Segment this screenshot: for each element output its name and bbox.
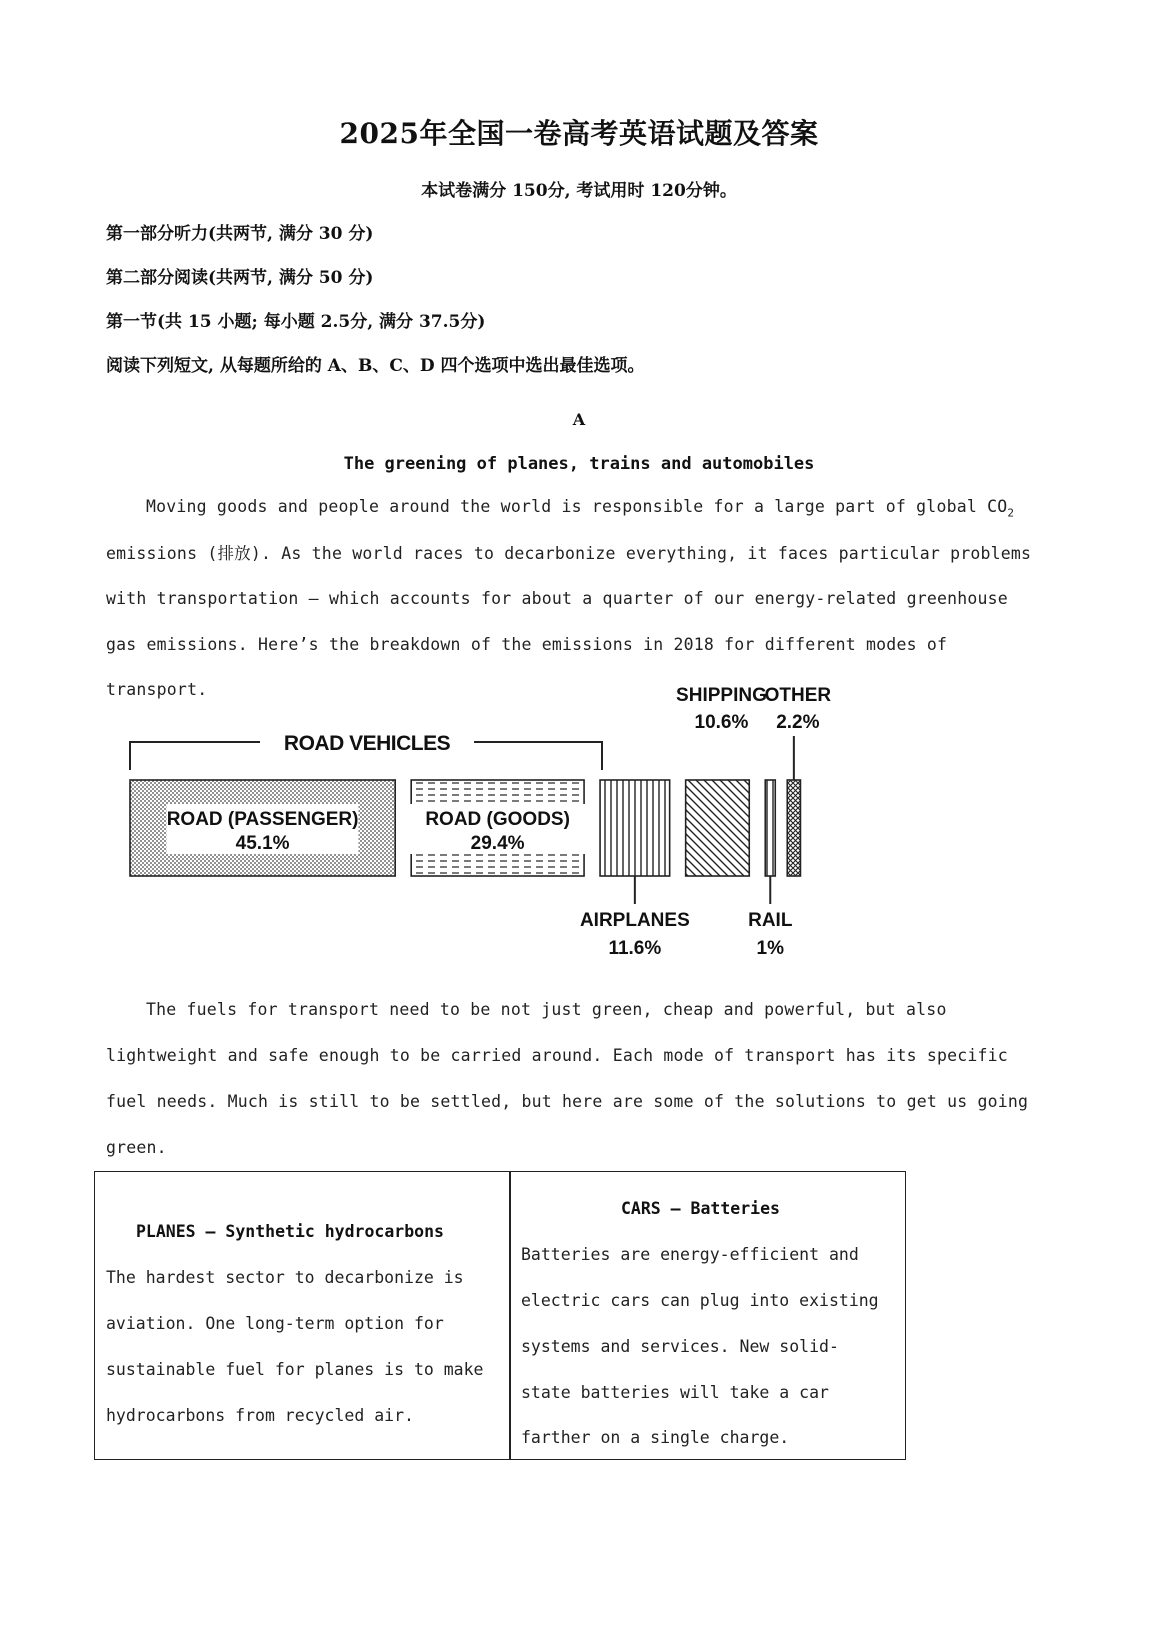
planes-line-2: aviation. One long-term option for xyxy=(106,1314,444,1333)
bar-label-3: SHIPPING xyxy=(676,685,767,706)
paragraph-2-line-1: The fuels for transport need to be not just green, cheap and powerful, but also xyxy=(146,1000,947,1019)
bar-rail xyxy=(765,780,775,876)
bracket-left xyxy=(130,742,260,770)
bar-airplanes xyxy=(600,780,670,876)
paragraph-1-line-1: Moving goods and people around the world is responsible for a large part of global $CO_2$ xyxy=(146,497,1015,520)
bar-other xyxy=(787,780,800,876)
planes-line-3: sustainable fuel for planes is to make xyxy=(106,1360,484,1379)
part-two-heading: 第二部分阅读(共两节, 满分 50 分) xyxy=(106,268,374,288)
road-vehicles-label: ROAD VEHICLES xyxy=(283,732,451,755)
bar-label-1: ROAD (GOODS) xyxy=(425,809,570,830)
bar-label-4: RAIL xyxy=(748,910,793,931)
cars-line-4: state batteries will take a car xyxy=(521,1383,829,1402)
section-one-heading: 第一节(共 15 小题; 每小题 2.5分, 满分 37.5分) xyxy=(106,312,486,332)
paragraph-1-line-3: with transportation — which accounts for about a quarter of our energy-related greenhouse xyxy=(106,589,1008,608)
planes-heading: PLANES — Synthetic hydrocarbons xyxy=(136,1222,444,1241)
cars-line-3: systems and services. New solid- xyxy=(521,1337,839,1356)
table-divider xyxy=(509,1171,511,1460)
reading-instruction: 阅读下列短文, 从每题所给的 A、B、C、D 四个选项中选出最佳选项。 xyxy=(106,356,645,376)
bar-label-5: OTHER xyxy=(764,685,832,706)
page-title: 2025年全国一卷高考英语试题及答案 xyxy=(339,117,819,150)
bar-value-1: 29.4% xyxy=(470,833,525,854)
bar-value-3: 10.6% xyxy=(694,712,749,733)
bracket-right xyxy=(474,742,602,770)
planes-line-4: hydrocarbons from recycled air. xyxy=(106,1406,414,1425)
cars-heading: CARS — Batteries xyxy=(621,1199,780,1218)
bar-label-2: AIRPLANES xyxy=(579,910,690,931)
paragraph-2-line-3: fuel needs. Much is still to be settled, but here are some of the solutions to get us going xyxy=(106,1092,1029,1111)
cars-line-2: electric cars can plug into existing xyxy=(521,1291,879,1310)
paragraph-2-line-4: green. xyxy=(106,1138,167,1157)
bar-value-5: 2.2% xyxy=(776,712,820,733)
bar-value-2: 11.6% xyxy=(608,938,662,959)
bar-value-4: 1% xyxy=(756,938,784,959)
cars-line-5: farther on a single charge. xyxy=(521,1428,790,1447)
part-one-heading: 第一部分听力(共两节, 满分 30 分) xyxy=(106,224,374,244)
cars-line-1: Batteries are energy-efficient and xyxy=(521,1245,859,1264)
bar-value-0: 45.1% xyxy=(235,833,290,854)
bar-shipping xyxy=(686,780,750,876)
passage-letter: A xyxy=(572,410,586,429)
paragraph-1-line-4: gas emissions. Here’s the breakdown of the emissions in 2018 for different modes of xyxy=(106,635,948,654)
paragraph-1-line-5: transport. xyxy=(106,680,208,699)
bar-label-0: ROAD (PASSENGER) xyxy=(166,809,359,830)
exam-info: 本试卷满分 150分, 考试用时 120分钟。 xyxy=(421,181,737,201)
passage-title: The greening of planes, trains and automobiles xyxy=(343,454,815,474)
paragraph-1-line-2: emissions (排放). As the world races to decarbonize everything, it faces particular problems xyxy=(106,544,1032,563)
paragraph-2-line-2: lightweight and safe enough to be carried around. Each mode of transport has its specific xyxy=(106,1046,1008,1065)
planes-line-1: The hardest sector to decarbonize is xyxy=(106,1268,464,1287)
